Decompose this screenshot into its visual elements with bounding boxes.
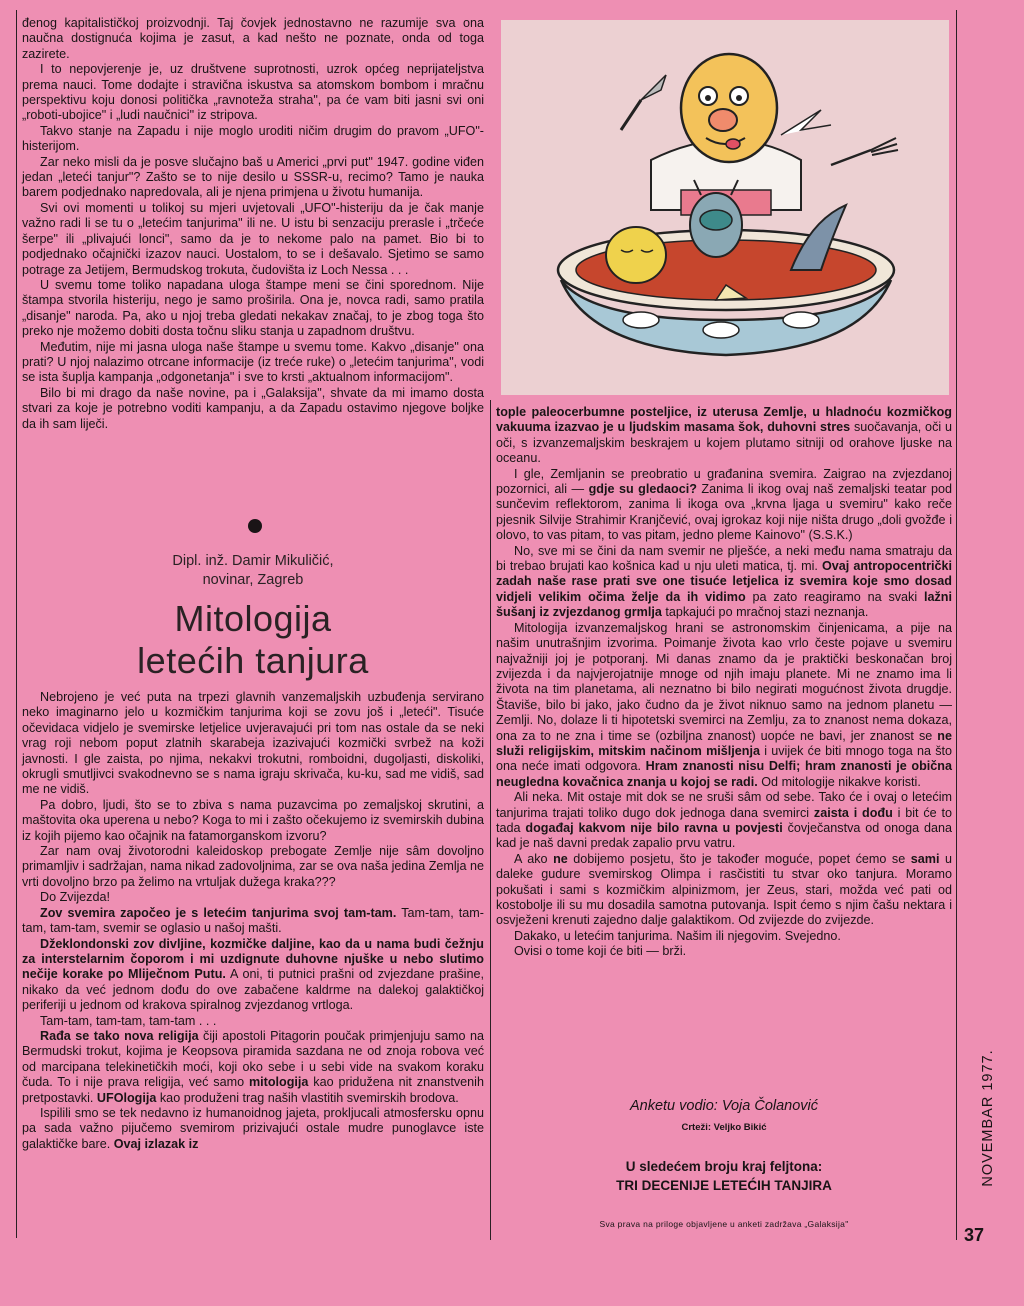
article-continuation: [22, 16, 484, 432]
column-rule-middle: [490, 400, 491, 1240]
text-run: pa zato reagiramo na svaki: [745, 589, 924, 604]
side-margin: [958, 1040, 1018, 1220]
paragraph: I to nepovjerenje je, uz društvene suprotnosti, uzrok općeg neprijateljstva prema nauci. Tome dodajte i stravična iskustva sa atomskom bombom i mračnu perspektivu koju donosi politička „ravnoteža straha", pa će vam biti jasni svi oni „roboti-ubojice" i „ludi naučnici" iz stripova.: [22, 62, 484, 123]
bowl-decoration: [703, 322, 739, 338]
emphasis: UFOlogija: [96, 1090, 157, 1105]
paragraph: Zar neko misli da je posve slučajno baš u Americi „prvi put" 1947. godine viđen jedan „leteći tanjur"? Zašto se to nije desilo u SSSR-u, recimo? Tamo je nauka barem podjednako napredovala, ali je njena primjena u životu humanija.: [22, 154, 484, 200]
survey-credit: Anketu vodio: Voja Čolanović: [629, 1098, 819, 1114]
article-body-right: [496, 405, 952, 960]
paragraph: U svemu tome toliko napadana uloga štampe meni se čini sporednom. Nije štampa stvorila histeriju, nego je samo proširila. Ona je, novca radi, samo pratila „disanje" naroda. Pa, ako u njoj treba gledati nekakav značaj, to je zbog toga što preko nje možemo dobiti dosta točnu sliku stanja u zapadnom društvu.: [22, 277, 484, 339]
emphasis: ne služi religijskim, mitskim načinom mišljenja: [496, 728, 952, 758]
text-run: tapkajući po mračnoj stazi neznanja.: [661, 605, 869, 620]
paragraph: Svi ovi momenti u tolikoj su mjeri uvjetovali „UFO"-histeriju da je čak manje važno radi li se tu o „letećim tanjurima" ili ne. U istu bi senzaciju prerasle i „trčeće šerpe" ili „plivajući lonci", samo da je to nekome palo na pamet. Bio bi to podjednako očajnički izazov nauci. Uostalom, to se i dešavalo. Sjetimo se samo potrage za Jetijem, Bermudskog trokuta, čudovišta iz Loch Nessa . . .: [22, 200, 484, 277]
alien-visor: [700, 210, 732, 230]
emphasis: sami: [910, 851, 940, 866]
emphasis: Džeklondonski zov divljine, kozmičke daljine, kao da u nama budi čežnju za interstelarnim čoporom i mi uzdignute duhovne njuške u nebo slutimo nečije korake po Mliječnom Putu.: [22, 936, 484, 982]
emphasis: Zov svemira započeo je s letećim tanjurima svoj tam-tam.: [40, 905, 397, 920]
title-line-1: Mitologija: [174, 598, 332, 639]
text-run: A oni, ti putnici prašni od zvjezdane prašine, nikako da već jednom dođu do ove zabačene kaldrme na dalekoj galaktičkoj periferiji u jednom od krakova spiralnog zvjezdanog vrtloga.: [22, 967, 484, 1013]
text-run: Mitologija izvanzemaljskog hrani se astronomskim činjenicama, a pije na našim unutrašnjim izvorima. Poimanje života kao vrlo česte pojave u svemiru najvažniji joj je potporanj. Mi danas znamo da je praktički beskonačan broj zvijezda i da najvjerojatnije mnoge od njih imaju planete. Mi ne znamo ima li života na tim planetama, ali neznatno bi bilo negirati mogućnost života drugdje. Štaviše, bilo bi jako, jako čudno da je život niknuo samo na jednom planetu — Zemlji. No, dolaze li ti hipotetski svemirci na Zemlju, za to znanost nema dokaza, ona za to ne zna i time se (ozbiljna znanost) uopće ne bavi, jer znanost se: [496, 620, 952, 743]
paragraph: Dakako, u letećim tanjurima. Našim ili njegovim. Svejedno.: [514, 928, 841, 943]
paragraph: Međutim, nije mi jasna uloga naše štampe u svemu tome. Kakvo „disanje" ona prati? U njoj nalazimo otrcane informacije (iz treće ruke) o „letećim tanjurima", vodi se ista šuplja kampanja „odgonetanja" i sve to krsti „aktualnom informacijom".: [22, 339, 484, 385]
text-run: Zanima li ikog ovaj naš zemaljski teatar pod sunčevim reflektorom, zanima li ikoga ova „krvna ljaga u svemiru" kako reče pjesnik Silvije Strahimir Kranjčević, ovaj igrokaz koji nije ništa drugo „doli gvožđe i olovo, to vas pitam, to vas pitam, jedno pleme Kainovo" (S.S.K.): [496, 482, 952, 543]
paragraph: Nebrojeno je već puta na trpezi glavnih vanzemaljskih uzbuđenja servirano neko imaginarno jelo u kozmičkim tanjurima koji se zovu još i „leteći". Tisuće očevidaca vidjelo je svemirske letjelice uvjeravajući pri tom nas ostale da se neki vrag roji nebom poput zlatnih skarabeja izazivajući kozmički svrbež na koži javnosti. I gle zaista, po njima, nekakvi trokutni, romboidni, dugoljasti, diskoliki, okrugli smutljivci svakodnevno se s nama igraju skrivača, ku-ku, sad me vidiš, sad me ne vidiš.: [22, 690, 484, 797]
text-run: Ali neka. Mit ostaje mit dok se ne sruši sâm od sebe. Tako će i ovaj o letećim tanjurima trajati toliko dugo dok jednoga dana svemirci: [496, 790, 952, 820]
page-number: 37: [964, 1225, 985, 1245]
egg-creature: [606, 227, 666, 283]
text-run: Ispilili smo se tek nedavno iz humanoidnog jajeta, prokljucali atmosfersku opnu pa sada važno pijučemo svemirom prizivajući ostale mudre punoglavce iste galaktičke bare.: [22, 1105, 484, 1151]
cartoon-illustration: [501, 20, 949, 395]
paragraph: [22, 937, 484, 1014]
article-title: [22, 598, 484, 682]
rights-notice: Sva prava na priloge objavljene u anketi zadržava „Galaksija": [599, 1219, 849, 1229]
text-run: I gle, Zemljanin se preobratio u građanina svemira. Zaigrao na zvjezdanoj pozornici, ali —: [496, 466, 952, 497]
paragraph: Zar nam ovaj životorodni kaleidoskop prebogate Zemlje nije sâm dovoljno primamljiv i sadržajan, nama nikad zadovoljnima, zar se ova naša jedina Zemlja ne vrti dovoljno brzo pa želimo na vrtuljak dužega kraka???: [22, 844, 484, 889]
author-byline: [22, 552, 484, 590]
column-rule-left: [16, 10, 17, 1238]
text-run: i uvijek će biti mnogo toga na što ona neće imati odgovora.: [496, 743, 952, 774]
text-run: A ako: [514, 851, 554, 866]
separator-dot: [248, 519, 262, 533]
emphasis: Hram znanosti nisu Delfi; hram znanosti je obična neuglednа kovačnica znanja u kojoj se radi.: [496, 759, 952, 789]
emphasis: lažni šušanj iz zvjezdanog grmlja: [496, 589, 952, 620]
text-run: čiji apostoli Pitagorin poučak primjenjuju samo na Bermudski trokut, kojima je Keopsova piramida sazdana ne od znoja robova već od marcipana telekinetičkih moći, koji oko sebe i u sebi vide na svakom koraku čuda. To i nije prava religija, već samo: [22, 1028, 484, 1090]
text-run: suočavanja, oči u oči, s izvanzemaljskim beskrajem u kojem plutamo sitniji od orahove ljuske na oceanu.: [496, 420, 953, 466]
text-run: u daleke gudure svemirskog Olimpa i rasčistiti tu stvar oko tanjura. Moramo pokušati i sami s kozmičkim alpinizmom, jer Zeus, stari, možda već pati od kostobolje ili su mu dosadila samotna putovanja. Ispit ćemo s njim čašu nektara i osvježeni krenuti zajedno dalje galaktikom. Od zvijezde do zvijezde.: [496, 851, 952, 928]
paragraph: Tam-tam, tam-tam, tam-tam . . .: [40, 1013, 217, 1028]
text-run: i bit će to tada: [496, 805, 952, 835]
paragraph: [496, 405, 952, 467]
paragraph: [496, 621, 952, 790]
text-run: dobijemo posjetu, što je također moguće, popet ćemo se: [567, 851, 911, 866]
author-name: Dipl. inž. Damir Mikuličić,: [172, 553, 334, 569]
emphasis: događaj kakvom nije bilo ravna u povjesti: [525, 820, 783, 835]
bowl-decoration: [623, 312, 659, 328]
drawings-credit: Crteži: Veljko Bikić: [681, 1122, 767, 1133]
paragraph: [496, 544, 952, 621]
author-role: novinar, Zagreb: [202, 572, 304, 588]
bowl-decoration: [783, 312, 819, 328]
emphasis: gdje su gledaoci?: [588, 482, 697, 497]
paragraph: Takvo stanje na Zapadu i nije moglo uroditi ničim drugim do pravom „UFO"-histerijom.: [22, 123, 484, 154]
paragraph: [496, 790, 952, 852]
emphasis: ne: [553, 851, 568, 866]
nose: [709, 109, 737, 131]
paragraph: đenog kapitalističkoj proizvodnji. Taj čovjek jednostavno ne razumije sva ona naučna dostignuća kojima je zasut, a kad nešto ne poznate, onda od toga zazirete.: [22, 16, 484, 61]
text-run: kao produženi trag naših vlastitih svemirskih brodova.: [156, 1090, 459, 1105]
paragraph: Do Zvijezda!: [40, 890, 110, 905]
pupil: [736, 95, 742, 101]
emphasis: zaista i dođu: [813, 805, 893, 820]
pupil: [705, 95, 711, 101]
title-line-2: letećih tanjura: [137, 640, 369, 681]
paragraph: [496, 852, 952, 929]
emphasis: Ovaj antropocentrički zadah naše rase prati sve one tisuće letjelica iz svemira koje smo dosad vidjeli velikim očima želje da ih vidimo: [496, 559, 952, 604]
paragraph: Pa dobro, ljudi, što se to zbiva s nama puzavcima po zemaljskoj skrutini, a maštovita oka uperena u nebo? Koga to mi i zašto očekujemo iz svemirskih dubina iz kojih pijemo kao očajnik na fatamorganskom izvoru?: [22, 797, 484, 843]
emphasis: Ovaj izlazak iz: [113, 1136, 199, 1151]
paragraph: [22, 1029, 484, 1106]
issue-date: NOVEMBAR 1977.: [980, 1049, 996, 1187]
next-issue-title: TRI DECENIJE LETEĆIH TANJIRA: [616, 1178, 832, 1193]
text-run: kao pridužena nit znanstvenih pretpostavki.: [22, 1075, 484, 1105]
column-rule-right: [956, 10, 957, 1240]
text-run: Tam-tam, tam-tam, tam-tam, svemir se oglasio u našoj mašti.: [22, 905, 484, 936]
emphasis: Rađa se tako nova religija: [40, 1028, 199, 1043]
text-run: Od mitologije nikakve koristi.: [757, 774, 921, 789]
emphasis: tople paleocerbumne posteljice, iz uterusa Zemlje, u hladnoću kozmičkog vakuuma izazvao je u ljudskim masama šok, duhovni stres: [496, 405, 952, 435]
paragraph: [22, 1106, 484, 1152]
emphasis: mitologija: [248, 1075, 309, 1090]
text-run: čovječanstva od onoga dana kad je naš davni predak zapalio prvu vatru.: [496, 820, 952, 851]
paragraph: Ovisi o tome koji će biti — brži.: [514, 944, 687, 959]
text-run: No, sve mi se čini da nam svemir ne plješće, a neki među nama smatraju da bi trebao brujati kao košnica kad u nju uleti matica, tj. mi.: [496, 543, 952, 574]
paragraph: [22, 906, 484, 937]
paragraph: [496, 467, 952, 544]
article-body-left: [22, 690, 484, 1152]
credits-block: [496, 1098, 952, 1229]
paragraph: Bilo bi mi drago da naše novine, pa i „Galaksija", shvate da mi imamo dosta stvari za koje je potrebno voditi kampanju, a da Zapadu ostavimo njegove boljke da ih sam liječi.: [22, 385, 484, 431]
tongue: [726, 139, 740, 149]
next-issue-notice: U sledećem broju kraj feljtona:: [625, 1159, 823, 1174]
